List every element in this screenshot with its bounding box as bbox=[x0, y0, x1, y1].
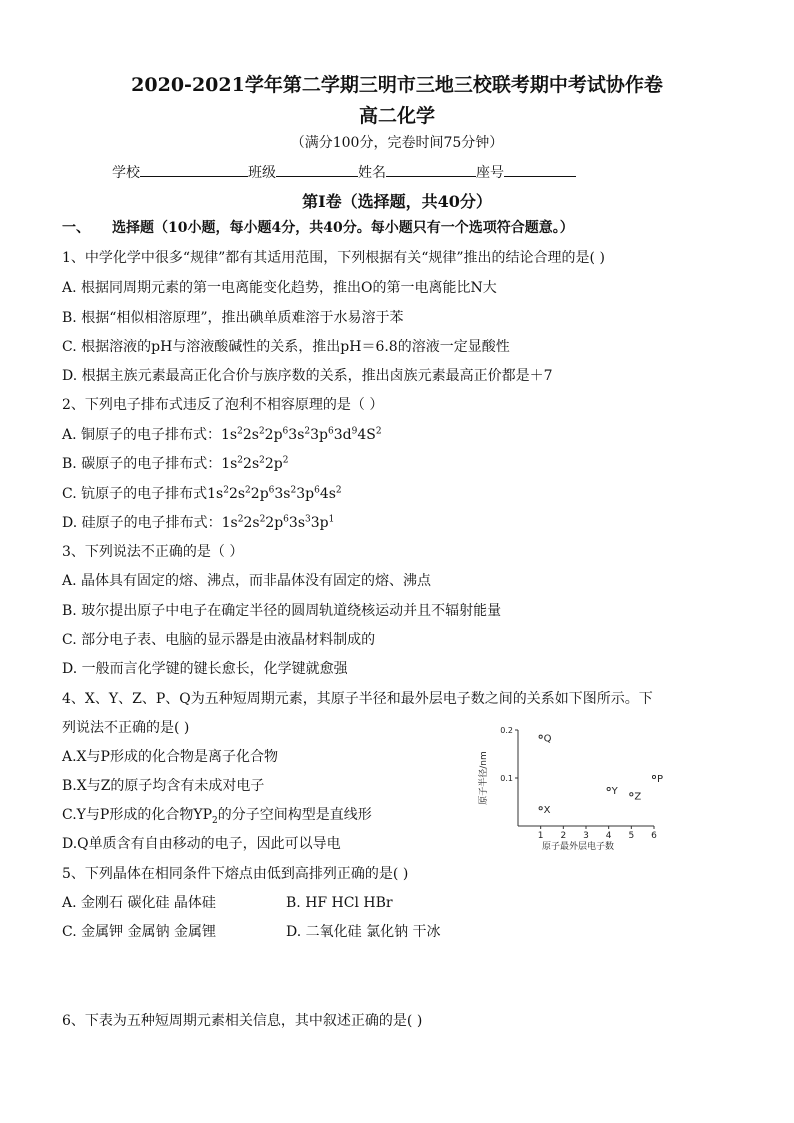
q4-option-b: B.X与Z的原子均含有未成对电子 bbox=[62, 778, 265, 794]
x-tick-label: 6 bbox=[651, 831, 657, 841]
y-axis-label: 原子半径/nm bbox=[479, 751, 489, 805]
q5-option-c: C. 金属钾 金属钠 金属锂 bbox=[62, 924, 217, 940]
q5-stem: 5、下列晶体在相同条件下熔点由低到高排列正确的是( ) bbox=[62, 866, 409, 882]
x-tick-label: 5 bbox=[628, 831, 635, 841]
q3-option-a: A. 晶体具有固定的熔、沸点，而非晶体没有固定的熔、沸点 bbox=[62, 573, 432, 589]
q1-option-c: C. 根据溶液的pH与溶液酸碱性的关系，推出pH＝6.8的溶液一定显酸性 bbox=[62, 339, 510, 355]
q4-option-c: C.Y与P形成的化合物$YP_2$的分子空间构型是直线形 bbox=[62, 807, 372, 826]
q4-stem-line1: 4、X、Y、Z、P、Q为五种短周期元素，其原子半径和最外层电子数之间的关系如下图所示。下 bbox=[62, 691, 653, 707]
name-label: 姓名 bbox=[358, 165, 386, 181]
q3-option-c: C. 部分电子表、电脑的显示器是由液晶材料制成的 bbox=[62, 632, 376, 648]
school-field[interactable] bbox=[140, 162, 248, 177]
point-label-z: Z bbox=[634, 791, 642, 803]
q3-option-d: D. 一般而言化学键的键长愈长，化学键就愈强 bbox=[62, 661, 348, 677]
x-tick-label: 4 bbox=[605, 831, 612, 841]
q1-stem: 1、中学化学中很多“规律”都有其适用范围，下列根据有关“规律”推出的结论合理的是( ) bbox=[62, 250, 605, 266]
x-tick-label: 2 bbox=[560, 831, 567, 841]
school-label: 学校 bbox=[112, 165, 140, 181]
y-tick-label: 0.2 bbox=[500, 726, 513, 735]
q4-stem-line2: 列说法不正确的是( ) bbox=[62, 720, 190, 736]
q3-option-b: B. 玻尔提出原子中电子在确定半径的圆周轨道绕核运动并且不辐射能量 bbox=[62, 603, 502, 619]
seat-label: 座号 bbox=[476, 165, 504, 181]
q2-stem: 2、下列电子排布式违反了泡利不相容原理的是（ ） bbox=[62, 397, 384, 413]
y-tick-label: 0.1 bbox=[500, 774, 513, 783]
point-x bbox=[539, 807, 542, 810]
q2-option-c: C. 钪原子的电子排布式$1s^22s^22p^63s^23p^64s^2$ bbox=[62, 485, 342, 502]
x-axis-label: 原子最外层电子数 bbox=[541, 842, 615, 852]
class-label: 班级 bbox=[248, 165, 276, 181]
q2-option-d: D. 硅原子的电子排布式：$1s^22s^22p^63s^33p^1$ bbox=[62, 514, 335, 531]
point-label-p: P bbox=[657, 774, 664, 786]
q5-option-d: D. 二氧化硅 氯化钠 干冰 bbox=[286, 924, 441, 940]
seat-field[interactable] bbox=[504, 162, 576, 177]
x-tick-label: 3 bbox=[583, 831, 589, 841]
q2-option-b: B. 碳原子的电子排布式：$1s^22s^22p^2$ bbox=[62, 455, 289, 472]
point-p bbox=[652, 775, 655, 778]
q5-option-a: A. 金刚石 碳化硅 晶体硅 bbox=[62, 895, 216, 911]
section-title: 第Ⅰ卷（选择题，共40分） bbox=[302, 192, 492, 211]
section-instruction bbox=[62, 219, 574, 237]
instruction-text: 选择题（10小题，每小题4分，共40分。每小题只有一个选项符合题意。） bbox=[112, 220, 574, 236]
point-q bbox=[539, 735, 542, 738]
q1-option-a: A. 根据同周期元素的第一电离能变化趋势，推出O的第一电离能比N大 bbox=[62, 280, 497, 296]
atomic-radius-chart bbox=[472, 722, 662, 852]
point-z bbox=[630, 793, 633, 796]
q1-option-b: B. 根据“相似相溶原理”，推出碘单质难溶于水易溶于苯 bbox=[62, 310, 404, 326]
q6-stem: 6、下表为五种短周期元素相关信息，其中叙述正确的是( ) bbox=[62, 1013, 423, 1029]
q2-option-a: A. 铜原子的电子排布式：$1s^22s^22p^63s^23p^63d^94S^2$ bbox=[62, 426, 382, 443]
exam-meta: （满分100分，完卷时间75分钟） bbox=[290, 135, 504, 151]
q3-stem: 3、下列说法不正确的是（ ） bbox=[62, 544, 244, 560]
class-field[interactable] bbox=[276, 162, 358, 177]
point-label-q: Q bbox=[543, 733, 552, 745]
instruction-number: 一、 bbox=[62, 220, 90, 236]
exam-title: 2020-2021学年第二学期三明市三地三校联考期中考试协作卷 bbox=[131, 74, 663, 96]
name-field[interactable] bbox=[386, 162, 476, 177]
point-y bbox=[607, 787, 610, 790]
subject-title: 高二化学 bbox=[358, 105, 435, 127]
point-label-x: X bbox=[543, 805, 551, 817]
q4-option-a: A.X与P形成的化合物是离子化合物 bbox=[62, 749, 278, 765]
q1-option-d: D. 根据主族元素最高正化合价与族序数的关系，推出卤族元素最高正价都是＋7 bbox=[62, 368, 553, 384]
q5-option-b: B. HF HCl HBr bbox=[286, 895, 393, 911]
x-tick-label: 1 bbox=[537, 831, 544, 841]
q4-option-d: D.Q单质含有自由移动的电子，因此可以导电 bbox=[62, 836, 341, 852]
student-info-row bbox=[112, 162, 576, 182]
point-label-y: Y bbox=[611, 786, 618, 798]
